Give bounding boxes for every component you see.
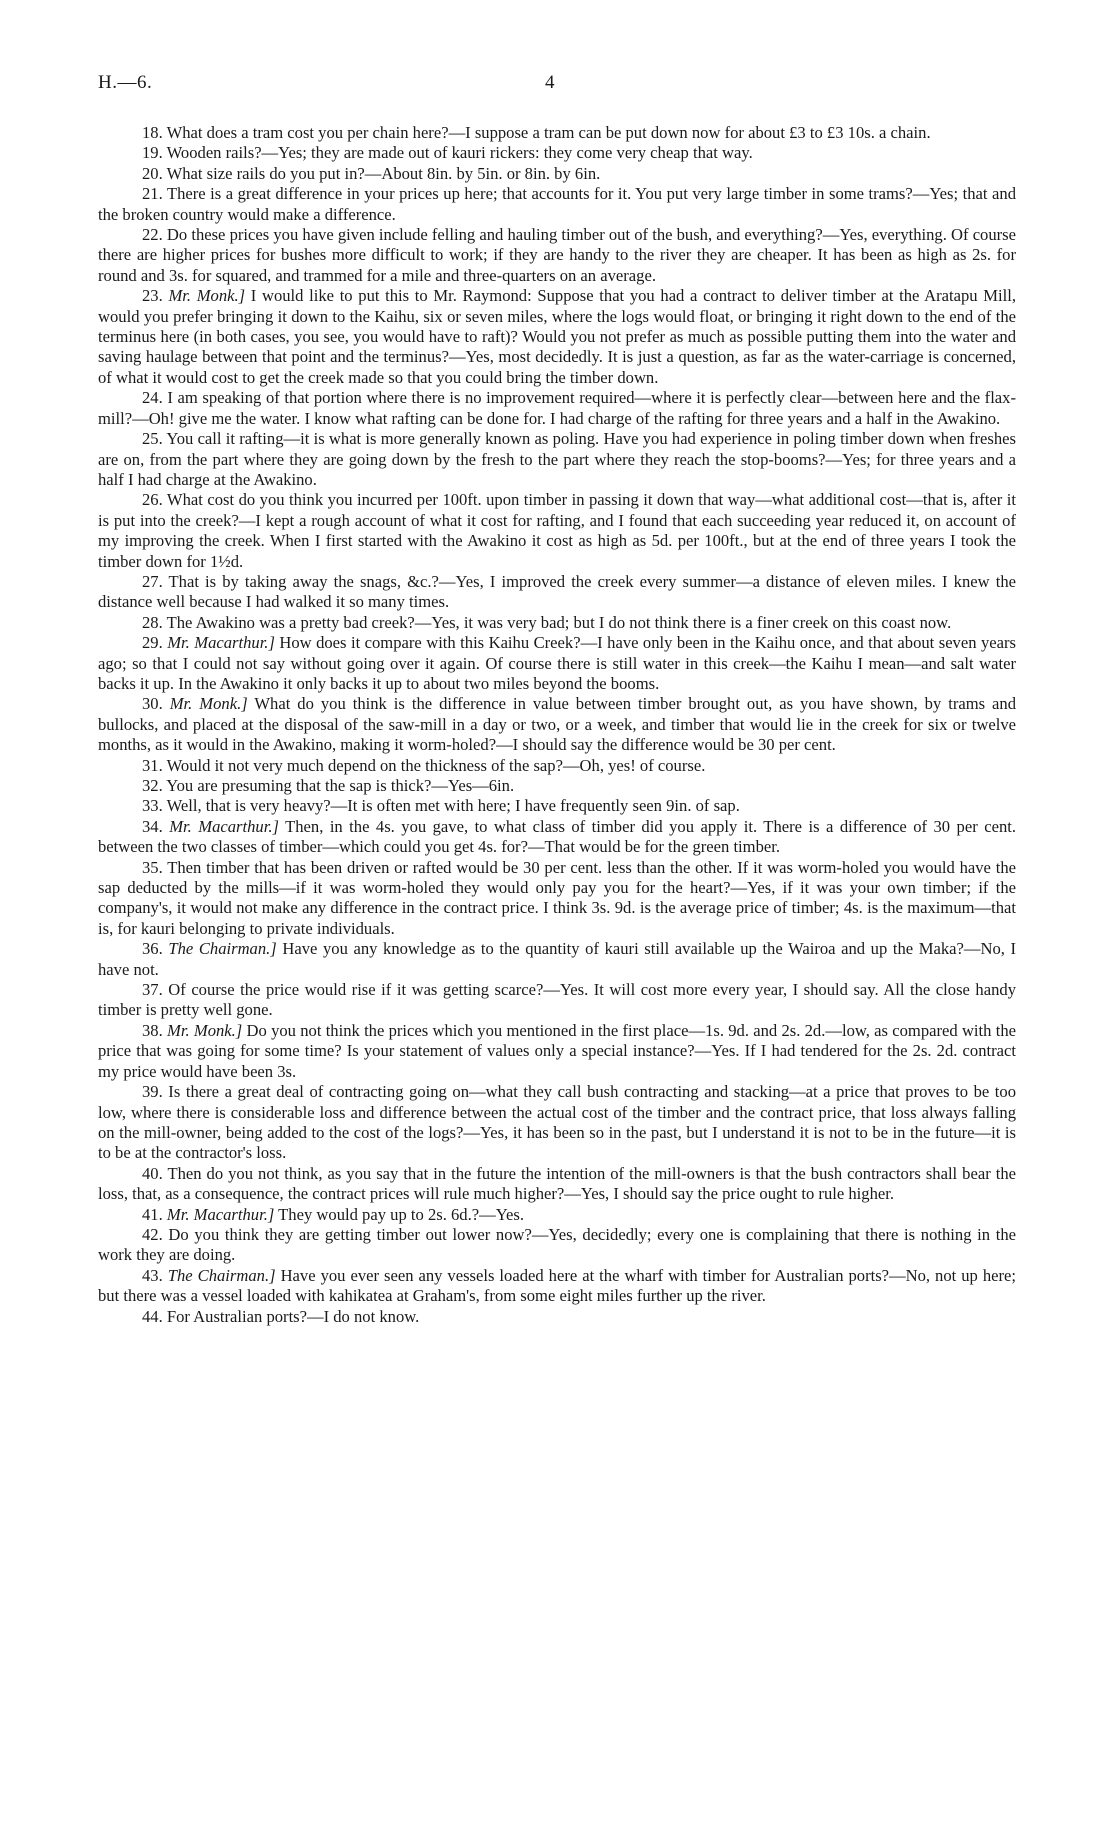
question-30: 30. Mr. Monk.] What do you think is the difference in value between timber brought out, as you have shown, by trams and bullocks, and placed at the disposal of the saw-mill in a day or two, or a week, and timber that would lie in the creek for six or twelve months, as it would in the Awakino, making it worm-holed?—I should say the difference would be 30 per cent.	[98, 694, 1017, 755]
question-26: 26. What cost do you think you incurred per 100ft. upon timber in passing it down that way—what additional cost—that is, after it is put into the creek?—I kept a rough account of what it cost for rafting, and I found that each succeeding year reduced it, on account of my improving the creek. When I first started with the Awakino it cost as high as 5d. per 100ft., but at the end of three years I took the timber down for 1½d.	[98, 490, 1016, 571]
speaker: Mr. Monk.]	[167, 1020, 243, 1040]
speaker: Mr. Macarthur.]	[167, 633, 275, 653]
question-33: 33. Well, that is very heavy?—It is often met with here; I have frequently seen 9in. of sap.	[142, 796, 740, 816]
question-28: 28. The Awakino was a pretty bad creek?—Yes, it was very bad; but I do not think there is a finer creek on this coast now.	[142, 612, 952, 632]
question-18: 18. What does a tram cost you per chain here?—I suppose a tram can be put down now for about £3 to £3 10s. a chain.	[142, 123, 931, 142]
page-number: 4	[545, 72, 555, 93]
question-41: 41. Mr. Macarthur.] They would pay up to 2s. 6d.?—Yes.	[142, 1204, 524, 1224]
speaker: The Chairman.]	[168, 939, 277, 959]
question-32: 32. You are presuming that the sap is thick?—Yes—6in.	[142, 776, 515, 795]
question-21: 21. There is a great difference in your prices up here; that accounts for it. You put very large timber in some trams?—Yes; that and the broken country would make a difference.	[98, 184, 1016, 224]
speaker: Mr. Monk.]	[168, 286, 246, 306]
speaker: Mr. Macarthur.]	[169, 816, 279, 836]
speaker: The Chairman.]	[167, 1265, 276, 1285]
question-23: 23. Mr. Monk.] I would like to put this to Mr. Raymond: Suppose that you had a contract to deliver timber at the Aratapu Mill, would you prefer bringing it down to the Kaihu, six or seven miles, where the logs would float, or bringing it right down to the end of the terminus here (in both cases, you see, you would have to raft)? Would you not prefer as much as possible putting them into the water and saving haulage between that point and the terminus?—Yes, most decidedly. It is just a question, as far as the water-carriage is concerned, of what it would cost to get the creek made so that you could bring the timber down.	[98, 286, 1017, 387]
question-31: 31. Would it not very much depend on the thickness of the sap?—Oh, yes! of course.	[142, 755, 706, 775]
speaker: Mr. Macarthur.]	[166, 1204, 275, 1224]
question-35: 35. Then timber that has been driven or rafted would be 30 per cent. less than the other. If it was worm-holed you would have the sap deducted by the mills—if it was worm-holed they would only pay you for the heart?—Yes, if it was your own timber; if the company's, it would not make any difference in the contract price. I think 3s. 9d. is the average price of timber; 4s. is the maximum—that is, for kauri belonging to private individuals.	[98, 857, 1016, 938]
question-42: 42. Do you think they are getting timber out lower now?—Yes, decidedly; every one is complaining that there is nothing in the work they are doing.	[98, 1224, 1016, 1265]
question-39: 39. Is there a great deal of contracting going on—what they call bush contracting and stacking—at a price that proves to be too low, where there is considerable loss and difference between the actual cost of the timber and the contract price, that loss always falling on the mill-owner, being added to the cost of the logs?—Yes, it has been so in the past, but I understand it is not to be in the future—it is to be at the contractor's loss.	[98, 1082, 1016, 1163]
page-header	[98, 72, 1016, 98]
question-29: 29. Mr. Macarthur.] How does it compare with this Kaihu Creek?—I have only been in the Kaihu once, and that about seven years ago; so that I could not say without going over it again. Of course there is still water in this creek—the Kaihu I mean—and salt water backs it up. In the Awakino it only backs it up to about two miles beyond the booms.	[98, 633, 1016, 693]
question-37: 37. Of course the price would rise if it was getting scarce?—Yes. It will cost more every year, I should say. All the close handy timber is pretty well gone.	[98, 980, 1016, 1020]
question-20: 20. What size rails do you put in?—About 8in. by 5in. or 8in. by 6in.	[142, 163, 601, 183]
question-40: 40. Then do you not think, as you say that in the future the intention of the mill-owners is that the bush contractors shall bear the loss, that, as a consequence, the contract prices will rule much higher?—Yes, I should say the price ought to rule higher.	[98, 1163, 1016, 1204]
speaker: Mr. Monk.]	[169, 694, 248, 714]
question-24: 24. I am speaking of that portion where there is no improvement required—where it is perfectly clear—between here and the flax-mill?—Oh! give me the water. I know what rafting can be done for. I had charge of the rafting for three years and a half in the Awakino.	[98, 388, 1016, 428]
question-27: 27. That is by taking away the snags, &c.?—Yes, I improved the creek every summer—a distance of eleven miles. I knew the distance well because I had walked it so many times.	[98, 571, 1016, 612]
question-43: 43. The Chairman.] Have you ever seen any vessels loaded here at the wharf with timber for Australian ports?—No, not up here; but there was a vessel loaded with kahikatea at Graham's, from some eight miles further up the river.	[98, 1265, 1017, 1306]
question-22: 22. Do these prices you have given include felling and hauling timber out of the bush, and everything?—Yes, everything. Of course there are higher prices for bushes more difficult to work; if they are handy to the river they are cheaper. It has been as high as 2s. for round and 3s. for squared, and trammed for a mile and three-quarters on an average.	[98, 225, 1016, 285]
question-44: 44. For Australian ports?—I do not know.	[142, 1306, 420, 1326]
question-25: 25. You call it rafting—it is what is more generally known as poling. Have you had experience in poling timber down when freshes are on, from the part where they are going down by the fresh to the part where they reach the stop-booms?—Yes; for three years and a half I had charge at the Awakino.	[98, 429, 1016, 489]
question-19: 19. Wooden rails?—Yes; they are made out of kauri rickers: they come very cheap that way.	[142, 143, 753, 163]
question-34: 34. Mr. Macarthur.] Then, in the 4s. you gave, to what class of timber did you apply it. There is a difference of 30 per cent. between the two classes of timber—which could you get 4s. for?—That would be for the green timber.	[98, 816, 1016, 857]
question-36: 36. The Chairman.] Have you any knowledge as to the quantity of kauri still available up the Wairoa and up the Maka?—No, I have not.	[98, 939, 1017, 979]
document-reference: H.—6.	[98, 72, 153, 93]
question-38: 38. Mr. Monk.] Do you not think the prices which you mentioned in the first place—1s. 9d. and 2s. 2d.—low, as compared with the price that was going for some time? Is your statement of values only a special instance?—Yes. If I had tendered for the 2s. 2d. contract my price would have been 3s.	[98, 1020, 1016, 1081]
evidence-body	[98, 123, 1016, 1327]
